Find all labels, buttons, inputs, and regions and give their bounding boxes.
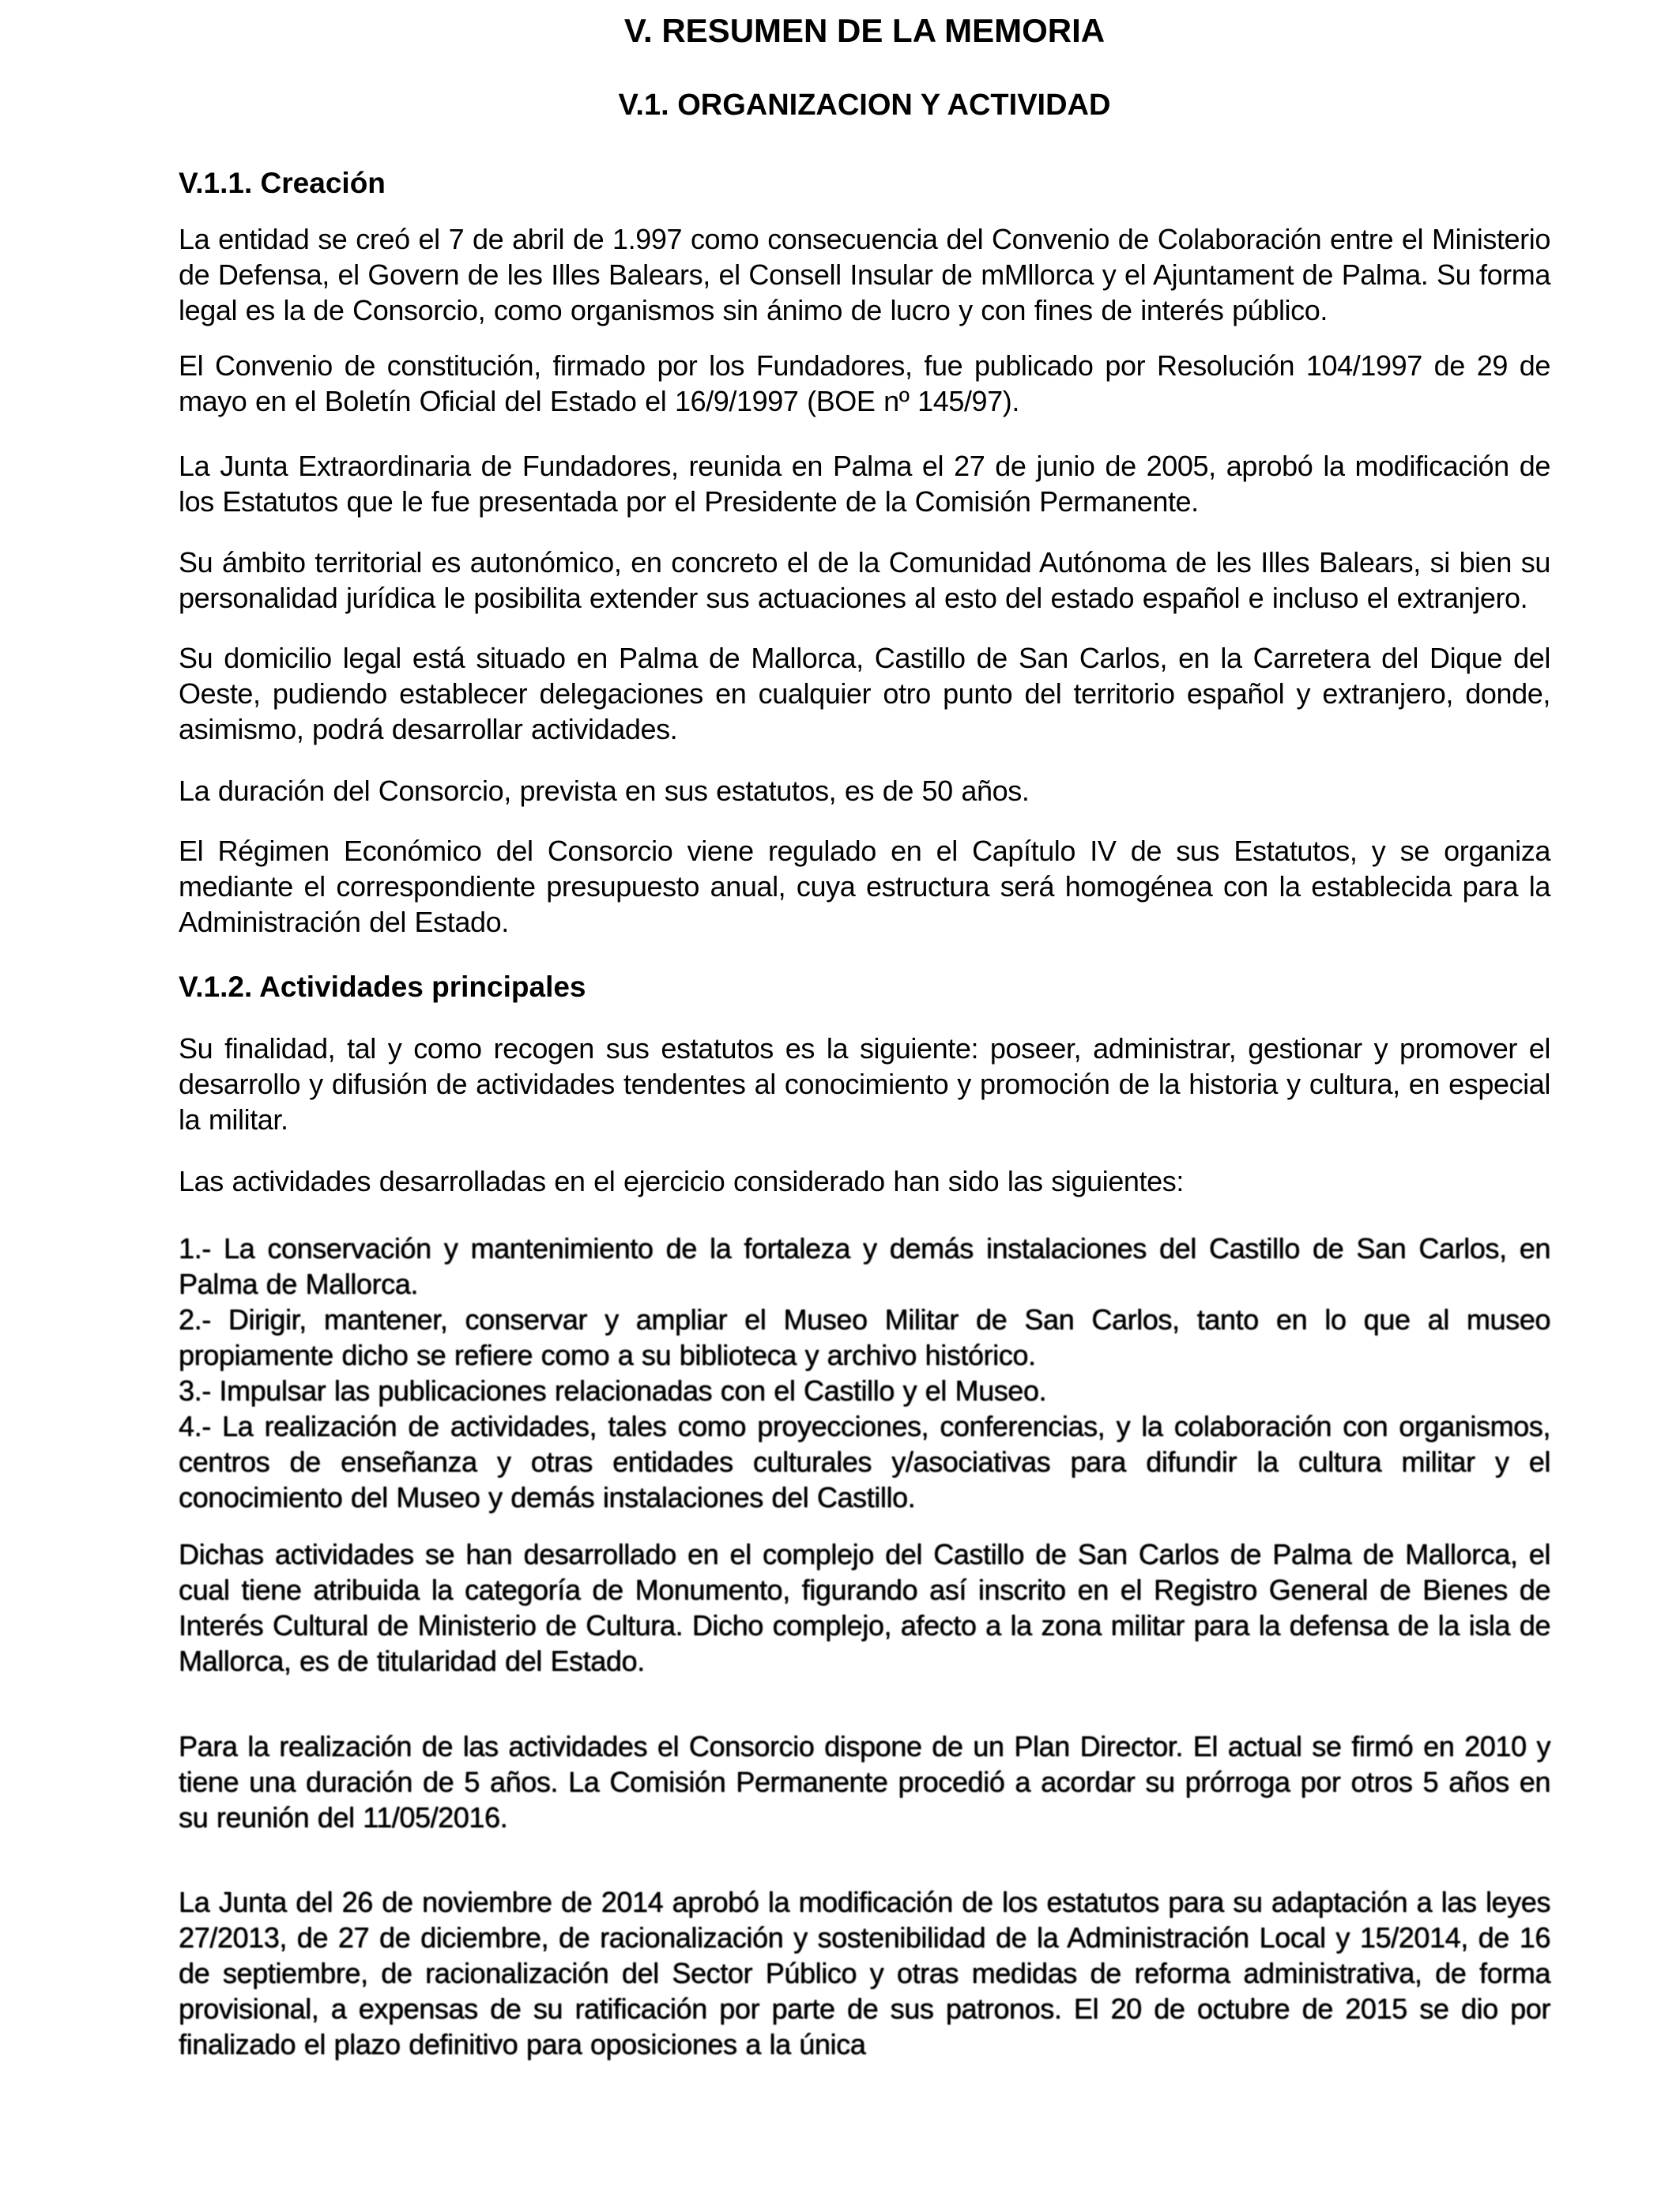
activities-list (179, 1231, 1550, 1515)
document-title: V. RESUMEN DE LA MEMORIA (623, 12, 1106, 49)
activity-item: 3.- Impulsar las publicaciones relacionadas con el Castillo y el Museo. (179, 1374, 1047, 1407)
subsection-heading-creacion: V.1.1. Creación (179, 167, 386, 199)
body-paragraph: La duración del Consorcio, prevista en sus estatutos, es de 50 años. (179, 775, 1030, 807)
body-paragraph: Para la realización de las actividades el Consorcio dispone de un Plan Director. El actual se firmó en 2010 y tiene una duración de 5 años. La Comisión Permanente procedió a acordar su prórroga por otros 5 años en su reunión del 11/05/2016. (179, 1730, 1550, 1834)
section-creacion (179, 166, 1550, 940)
body-paragraph: Dichas actividades se han desarrollado en el complejo del Castillo de San Carlos de Palma de Mallorca, el cual tiene atribuida la categoría de Monumento, figurando así inscrito en el Registro General de Bienes de Interés Cultural de Ministerio de Cultura. Dicho complejo, afecto a la zona militar para la defensa de la isla de Mallorca, es de titularidad del Estado. (179, 1538, 1550, 1677)
body-paragraph: El Convenio de constitución, firmado por los Fundadores, fue publicado por Resolución 104/1997 de 29 de mayo en el Boletín Oficial del Estado el 16/9/1997 (BOE nº 145/97). (179, 349, 1550, 417)
body-paragraph: La entidad se creó el 7 de abril de 1.997 como consecuencia del Convenio de Colaboración entre el Ministerio de Defensa, el Govern de les Illes Balears, el Consell Insular de mMllorca y el Ajuntament de Palma. Su forma legal es la de Consorcio, como organismos sin ánimo de lucro y con fines de interés público. (179, 223, 1550, 326)
section-actividades (179, 970, 1550, 2062)
body-paragraph: La Junta del 26 de noviembre de 2014 aprobó la modificación de los estatutos para su adaptación a las leyes 27/2013, de 27 de diciembre, de racionalización y sostenibilidad de la Administración Local y 15/2014, de 16 de septiembre, de racionalización del Sector Público y otras medidas de reforma administrativa, de forma provisional, a expensas de su ratificación por parte de sus patronos. El 20 de octubre de 2015 se dio por finalizado el plazo definitivo para oposiciones a la única (179, 1886, 1550, 2060)
body-paragraph: Las actividades desarrolladas en el ejercicio considerado han sido las siguientes: (179, 1165, 1184, 1197)
subsection-heading-actividades: V.1.2. Actividades principales (179, 971, 586, 1003)
activity-item: 2.- Dirigir, mantener, conservar y ampliar el Museo Militar de San Carlos, tanto en lo que al museo propiamente dicho se refiere como a su biblioteca y archivo histórico. (179, 1303, 1550, 1371)
activity-item: 1.- La conservación y mantenimiento de la fortaleza y demás instalaciones del Castillo de San Carlos, en Palma de Mallorca. (179, 1232, 1550, 1300)
body-paragraph: Su finalidad, tal y como recogen sus estatutos es la siguiente: poseer, administrar, gestionar y promover el desarrollo y difusión de actividades tendentes al conocimiento y promoción de la historia y cultura, en especial la militar. (179, 1032, 1550, 1136)
body-paragraph: La Junta Extraordinaria de Fundadores, reunida en Palma el 27 de junio de 2005, aprobó la modificación de los Estatutos que le fue presentada por el Presidente de la Comisión Permanente. (179, 450, 1550, 518)
body-paragraph: Su domicilio legal está situado en Palma de Mallorca, Castillo de San Carlos, en la Carretera del Dique del Oeste, pudiendo establecer delegaciones en cualquier otro punto del territorio español y extranjero, donde, asimismo, podrá desarrollar actividades. (179, 642, 1550, 745)
body-paragraph: El Régimen Económico del Consorcio viene regulado en el Capítulo IV de sus Estatutos, y se organiza mediante el correspondiente presupuesto anual, cuya estructura será homogénea con la establecida para la Administración del Estado. (179, 835, 1550, 938)
section-title: V.1. ORGANIZACION Y ACTIVIDAD (618, 89, 1111, 122)
activity-item: 4.- La realización de actividades, tales como proyecciones, conferencias, y la colaboración con organismos, centros de enseñanza y otras entidades culturales y/asociativas para difundir la cultura militar y el conocimiento del Museo y demás instalaciones del Castillo. (179, 1410, 1550, 1514)
body-paragraph: Su ámbito territorial es autonómico, en concreto el de la Comunidad Autónoma de les Illes Balears, si bien su personalidad jurídica le posibilita extender sus actuaciones al esto del estado español e incluso el extranjero. (179, 546, 1550, 614)
closing-paragraphs (179, 1536, 1550, 2062)
